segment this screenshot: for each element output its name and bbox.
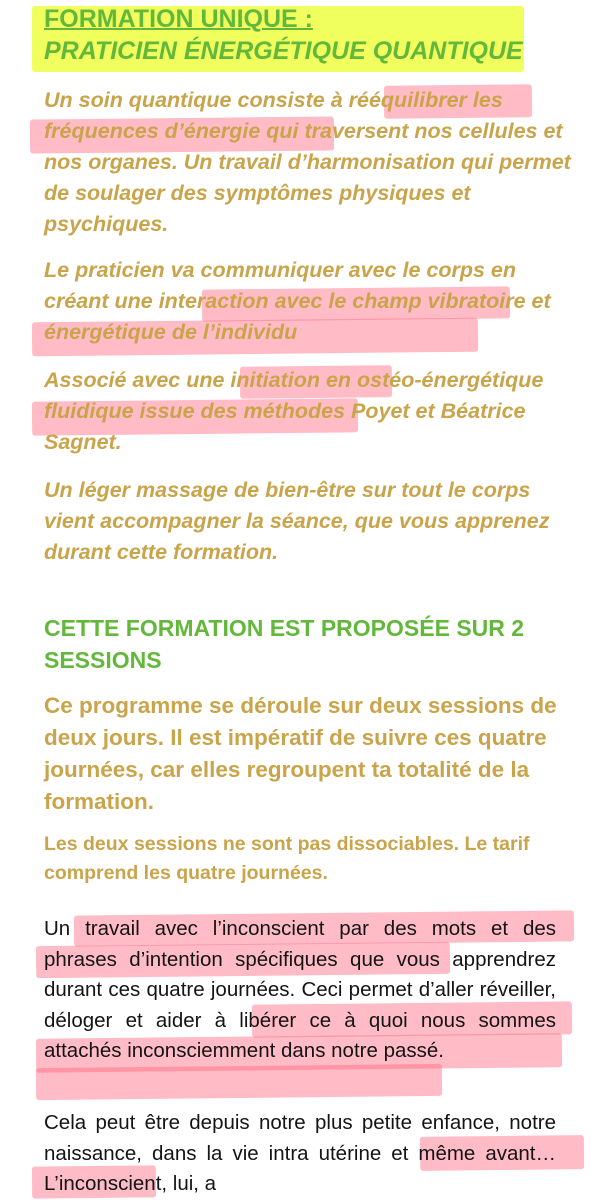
intro-paragraph-2: Le praticien va communiquer avec le corps en créant une interaction avec le champ vibratoire et énergétique de l’individu: [44, 258, 551, 344]
highlight-mark: [36, 1064, 442, 1100]
sessions-paragraph-1: Ce programme se déroule sur deux sessions de deux jours. Il est impératif de suivre ces quatre journées, car elles regroupent ta totalité de la formation.: [44, 693, 557, 814]
intro-paragraph-1: Un soin quantique consiste à rééquilibrer les fréquences d’énergie qui traversent nos cellules et nos organes. Un travail d’harmonisation qui permet de soulager des symptômes physiques et psychiques.: [44, 88, 571, 236]
page-title: [44, 4, 579, 35]
body-paragraph-1: Un travail avec l’inconscient par des mots et des phrases d’intention spécifiques que vous apprendrez durant ces quatre journées. Ceci permet d’aller réveiller, déloger et aider à libérer ce à quoi nous sommes attachés inconsciemment dans notre passé.: [44, 917, 556, 1062]
intro-paragraph-4: Un léger massage de bien-être sur tout le corps vient accompagner la séance, que vous apprenez durant cette formation.: [44, 478, 550, 564]
intro-paragraph-3: Associé avec une initiation en ostéo-énergétique fluidique issue des méthodes Poyet et Béatrice Sagnet.: [44, 368, 544, 454]
sessions-heading: CETTE FORMATION EST PROPOSÉE SUR 2 SESSIONS: [44, 615, 525, 673]
page-subtitle: PRATICIEN ÉNERGÉTIQUE QUANTIQUE: [44, 37, 523, 65]
page-title-line1: FORMATION UNIQUE :: [44, 5, 313, 33]
sessions-paragraph-2: Les deux sessions ne sont pas dissociables. Le tarif comprend les quatre journées.: [44, 833, 530, 884]
body-paragraph-2: Cela peut être depuis notre plus petite enfance, notre naissance, dans la vie intra utérine et même avant… L’inconscient, lui, a: [44, 1111, 556, 1195]
